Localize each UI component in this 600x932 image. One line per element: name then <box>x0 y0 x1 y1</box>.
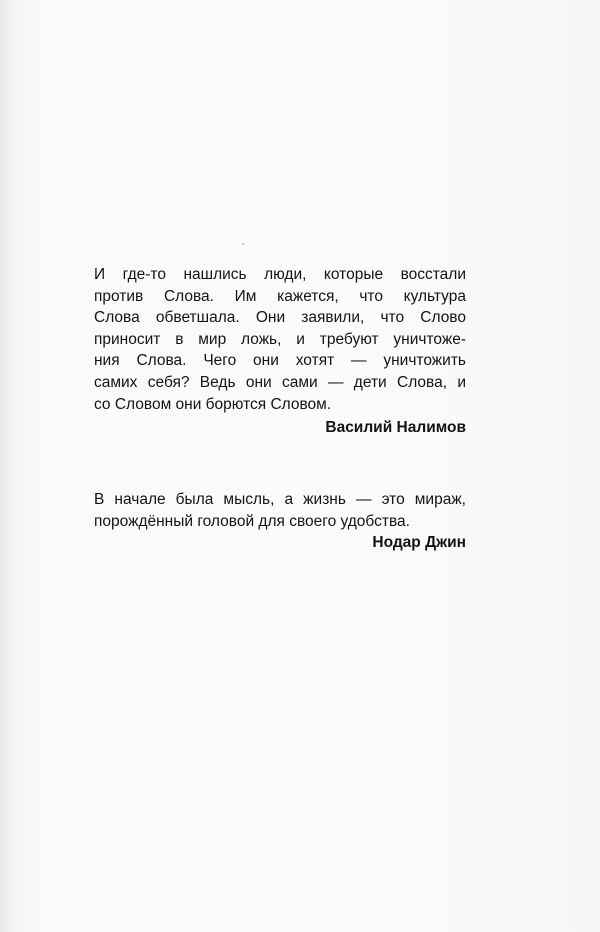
epigraph-quote-nalimov <box>94 264 466 439</box>
quote-line: И где-то нашлись люди, которые восстали <box>94 266 466 283</box>
quote-line: приносит в мир ложь, и требуют уничтоже- <box>94 330 466 348</box>
quote-line: против Слова. Им кажется, что культура <box>94 287 466 305</box>
quote-line: самих себя? Ведь они сами — дети Слова, и <box>94 373 466 391</box>
quote-line: В начале была мысль, а жизнь — это мираж, <box>94 491 466 508</box>
quote-line: Слова обветшала. Они заявили, что Слово <box>94 309 466 327</box>
page-gutter-shadow <box>0 0 14 932</box>
quote-author: Василий Налимов <box>325 419 466 437</box>
quote-line: со Словом они борются Словом. <box>94 395 332 413</box>
ink-speck <box>242 243 244 245</box>
quote-line: порождённый головой для своего удобства. <box>94 512 410 530</box>
epigraph-quote-jin <box>94 489 466 554</box>
quote-line: ния Слова. Чего они хотят — уничтожить <box>94 352 466 370</box>
quote-author: Нодар Джин <box>372 534 466 552</box>
